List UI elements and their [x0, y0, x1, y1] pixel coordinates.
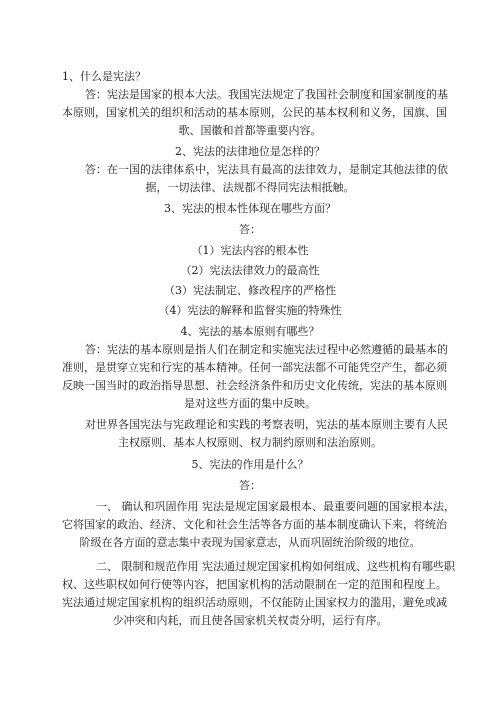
answer-1-line-2: 本原则，国家机关的组织和活动的基本原则，公民的基本权利和义务，国旗、国: [62, 106, 447, 119]
answer-4-line-5: 对世界各国宪法与宪政理论和实践的考察表明，宪法的基本原则主要有人民: [85, 418, 448, 431]
answer-1-line-3: 歌、国徽和首都等重要内容。: [178, 124, 322, 137]
question-5: 5、宪法的作用是什么？: [191, 458, 309, 471]
answer-4-line-4: 是对这些方面的集中反映。: [184, 397, 316, 410]
answer-5-para-2-line-1: 二、 限制和规范作用 宪法通过规定国家机构如何组成、这些机构有哪些职: [96, 560, 455, 573]
answer-5-label: 答：: [239, 479, 261, 492]
answer-4-line-6: 主权原则、基本人权原则、权力制约原则和法治原则。: [118, 436, 382, 449]
answer-4-line-2: 准则，是贯穿立宪和行宪的基本精神。任何一部宪法都不可能凭空产生，都必须: [62, 361, 447, 374]
answer-5-para-2-line-4: 少冲突和内耗，而且使各国家机关权责分明，运行有序。: [112, 614, 388, 627]
answer-5-para-1-line-2: 它将国家的政治、经济、文化和社会生活等各方面的基本制度确认下来，将统治: [62, 518, 447, 531]
question-3: 3、宪法的根本性体现在哪些方面？: [164, 202, 336, 215]
question-4: 4、宪法的基本原则有哪些？: [180, 325, 320, 338]
question-2: 2、宪法的法律地位是怎样的？: [175, 145, 325, 158]
answer-1-line-1: 答：宪法是国家的根本大法。我国宪法规定了我国社会制度和国家制度的基: [85, 88, 448, 101]
answer-5-para-2-line-3: 宪法通过规定国家机构的组织活动原则，不仅能防止国家权力的滥用，避免或减: [62, 596, 447, 609]
answer-3-item-3: （3）宪法制定、修改程序的严格性: [164, 284, 336, 297]
question-1: 1、什么是宪法？: [62, 70, 146, 83]
answer-4-line-1: 答：宪法的基本原则是指人们在制定和实施宪法过程中必然遵循的最基本的: [85, 343, 448, 356]
answer-3-item-1: （1）宪法内容的根本性: [191, 244, 309, 257]
answer-5-para-2-line-2: 权、这些职权如何行使等内容，把国家机构的活动限制在一定的范围和程度上。: [62, 578, 447, 591]
answer-5-para-1-line-1: 一、 确认和巩固作用 宪法是规定国家最根本、最重要问题的国家根本法，: [96, 500, 455, 513]
answer-2-line-1: 答：在一国的法律体系中，宪法具有最高的法律效力，是制定其他法律的依: [85, 163, 448, 176]
answer-5-para-1-line-3: 阶级在各方面的意志集中表现为国家意志，从而巩固统治阶级的地位。: [79, 536, 421, 549]
answer-2-line-2: 据，一切法律、法规都不得同宪法相抵触。: [145, 181, 355, 194]
answer-3-item-4: （4）宪法的解释和监督实施的特殊性: [158, 304, 342, 317]
answer-3-label: 答：: [239, 223, 261, 236]
answer-4-line-3: 反映一国当时的政治指导思想、社会经济条件和历史文化传统，宪法的基本原则: [62, 379, 447, 392]
answer-3-item-2: （2）宪法法律效力的最高性: [180, 264, 320, 277]
